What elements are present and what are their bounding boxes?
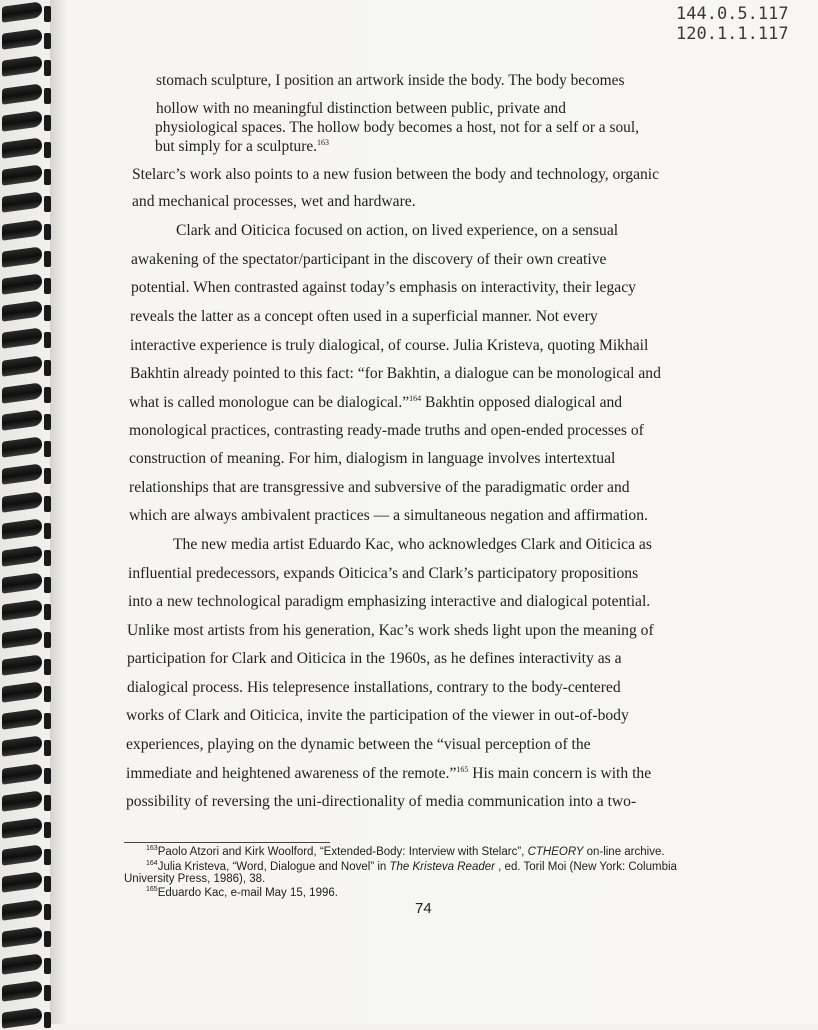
quote-line: physiological spaces. The hollow body becomes a host, not for a self or a soul, xyxy=(155,119,639,136)
binding-coil xyxy=(2,113,50,133)
quote-line xyxy=(155,137,329,156)
binding-coil xyxy=(2,521,50,541)
body-line: potential. When contrasted against today’s emphasis on interactivity, their legacy xyxy=(131,279,636,296)
body-line: participation for Clark and Oiticica in the 1960s, as he defines interactivity as a xyxy=(127,650,622,667)
coil-loop xyxy=(2,28,42,50)
coil-loop xyxy=(2,926,42,948)
coil-hole xyxy=(44,278,51,294)
coil-hole xyxy=(44,849,51,865)
coil-loop xyxy=(2,654,42,676)
body-text: immediate and heightened awareness of the remote.” xyxy=(126,765,457,782)
coil-loop xyxy=(2,627,42,649)
coil-hole xyxy=(44,604,51,620)
coil-hole xyxy=(44,795,51,811)
binding-coil xyxy=(2,194,50,214)
page-number: 74 xyxy=(415,900,432,917)
binding-coil xyxy=(2,222,50,242)
coil-hole xyxy=(44,60,51,76)
coil-hole xyxy=(44,904,51,920)
footnote-text: on-line archive. xyxy=(583,846,665,858)
coil-loop xyxy=(2,382,42,404)
coil-loop xyxy=(2,246,42,268)
binding-coil xyxy=(2,983,50,1003)
body-line: relationships that are transgressive and subversive of the paradigmatic order and xyxy=(129,479,630,496)
binding-coil xyxy=(2,439,50,459)
binding-coil xyxy=(2,31,50,51)
stamp-line-2: 120.1.1.117 xyxy=(676,24,789,44)
footnote-text: , ed. Toril Moi (New York: Columbia xyxy=(494,861,677,873)
coil-hole xyxy=(44,332,51,348)
coil-loop xyxy=(2,572,42,594)
binding-coil xyxy=(2,358,50,378)
quote-line: hollow with no meaningful distinction between public, private and xyxy=(156,100,566,117)
binding-coil xyxy=(2,766,50,786)
coil-hole xyxy=(44,740,51,756)
coil-loop xyxy=(2,844,42,866)
coil-loop xyxy=(2,600,42,622)
footnote-italic: CTHEORY xyxy=(527,846,584,858)
coil-loop xyxy=(2,355,42,377)
coil-hole xyxy=(44,305,51,321)
binding-coil xyxy=(2,929,50,949)
binding-coil xyxy=(2,276,50,296)
binding-coil xyxy=(2,902,50,922)
coil-hole xyxy=(44,360,51,376)
coil-loop xyxy=(2,1008,42,1030)
footnote-ref-163: 163 xyxy=(317,138,329,147)
binding-coil xyxy=(2,847,50,867)
coil-loop xyxy=(2,1,42,23)
coil-hole xyxy=(44,468,51,484)
quote-line: stomach sculpture, I position an artwork inside the body. The body becomes xyxy=(156,72,625,89)
body-line: into a new technological paradigm emphasizing interactive and dialogical potential. xyxy=(128,593,651,610)
binding-coil xyxy=(2,657,50,677)
coil-hole xyxy=(44,1012,51,1028)
coil-loop xyxy=(2,110,42,132)
coil-loop xyxy=(2,899,42,921)
binding-coil xyxy=(2,466,50,486)
coil-hole xyxy=(44,251,51,267)
body-line: possibility of reversing the uni-directionality of media communication into a two- xyxy=(126,793,637,810)
coil-loop xyxy=(2,872,42,894)
footnote-164-line-2: University Press, 1986), 38. xyxy=(124,873,266,885)
coil-loop xyxy=(2,56,42,78)
coil-loop xyxy=(2,790,42,812)
coil-hole xyxy=(44,387,51,403)
coil-loop xyxy=(2,953,42,975)
coil-hole xyxy=(44,876,51,892)
coil-hole xyxy=(44,822,51,838)
coil-loop xyxy=(2,436,42,458)
binding-coil xyxy=(2,412,50,432)
body-line: interactive experience is truly dialogical, of course. Julia Kristeva, quoting Mikhail xyxy=(130,337,649,354)
body-line: which are always ambivalent practices — a simultaneous negation and affirmation. xyxy=(129,507,648,524)
body-line xyxy=(129,393,622,412)
coil-loop xyxy=(2,192,42,214)
body-line: monological practices, contrasting ready-made truths and open-ended processes of xyxy=(129,422,644,439)
coil-hole xyxy=(44,88,51,104)
coil-hole xyxy=(44,414,51,430)
footnote-ref-165: 165 xyxy=(456,765,469,774)
coil-loop xyxy=(2,545,42,567)
coil-loop xyxy=(2,763,42,785)
binding-coil xyxy=(2,140,50,160)
footnote-163 xyxy=(146,846,665,859)
binding-coil xyxy=(2,602,50,622)
coil-loop xyxy=(2,164,42,186)
coil-loop xyxy=(2,491,42,513)
binding-coil xyxy=(2,58,50,78)
binding-coil xyxy=(2,1010,50,1030)
coil-loop xyxy=(2,137,42,159)
binding-coil xyxy=(2,630,50,650)
binding-coil xyxy=(2,330,50,350)
coil-hole xyxy=(44,196,51,212)
footnote-text: Eduardo Kac, e-mail May 15, 1996. xyxy=(157,887,338,899)
binding-coil xyxy=(2,167,50,187)
coil-hole xyxy=(44,33,51,49)
catalog-stamp xyxy=(676,4,796,44)
coil-loop xyxy=(2,464,42,486)
footnote-divider xyxy=(124,842,330,843)
coil-loop xyxy=(2,736,42,758)
coil-loop xyxy=(2,708,42,730)
coil-hole xyxy=(44,632,51,648)
body-line: Unlike most artists from his generation, Kac’s work sheds light upon the meaning of xyxy=(127,622,654,639)
footnote-text: Paolo Atzori and Kirk Woolford, “Extended-Body: Interview with Stelarc”, xyxy=(157,846,528,858)
body-line: construction of meaning. For him, dialogism in language involves intertextual xyxy=(129,450,616,467)
spiral-binding xyxy=(0,0,58,1024)
quote-text: but simply for a sculpture. xyxy=(155,138,317,155)
coil-hole xyxy=(44,958,51,974)
body-line: Bakhtin already pointed to this fact: “for Bakhtin, a dialogue can be monological and xyxy=(130,365,661,382)
binding-coil xyxy=(2,793,50,813)
footnote-marker: 164 xyxy=(146,860,158,867)
coil-hole xyxy=(44,713,51,729)
binding-coil xyxy=(2,575,50,595)
coil-loop xyxy=(2,328,42,350)
binding-coil xyxy=(2,956,50,976)
coil-hole xyxy=(44,768,51,784)
binding-coil xyxy=(2,249,50,269)
body-line: Stelarc’s work also points to a new fusion between the body and technology, organic xyxy=(132,166,660,183)
coil-hole xyxy=(44,142,51,158)
coil-hole xyxy=(44,224,51,240)
footnote-ref-164: 164 xyxy=(409,394,422,403)
coil-hole xyxy=(44,931,51,947)
coil-hole xyxy=(44,659,51,675)
coil-loop xyxy=(2,219,42,241)
binding-coil xyxy=(2,385,50,405)
coil-hole xyxy=(44,441,51,457)
binding-coil xyxy=(2,86,50,106)
coil-loop xyxy=(2,83,42,105)
body-line: and mechanical processes, wet and hardware. xyxy=(132,193,416,210)
body-line: influential predecessors, expands Oiticica’s and Clark’s participatory propositions xyxy=(128,565,639,582)
coil-hole xyxy=(44,985,51,1001)
coil-hole xyxy=(44,169,51,185)
coil-loop xyxy=(2,273,42,295)
body-line: experiences, playing on the dynamic between the “visual perception of the xyxy=(126,736,591,753)
footnote-marker: 163 xyxy=(146,845,158,852)
footnote-165 xyxy=(146,887,338,900)
body-line: works of Clark and Oiticica, invite the participation of the viewer in out-of-body xyxy=(126,707,629,724)
coil-loop xyxy=(2,518,42,540)
coil-hole xyxy=(44,6,51,22)
coil-loop xyxy=(2,300,42,322)
body-line: dialogical process. His telepresence installations, contrary to the body-centered xyxy=(127,679,621,696)
coil-hole xyxy=(44,496,51,512)
footnote-marker: 165 xyxy=(146,886,158,893)
footnote-italic: The Kristeva Reader xyxy=(389,861,495,873)
binding-coil xyxy=(2,820,50,840)
body-text: what is called monologue can be dialogical.” xyxy=(129,394,410,411)
body-line: reveals the latter as a concept often used in a superficial manner. Not every xyxy=(130,308,598,325)
body-line xyxy=(126,764,651,783)
body-text: His main concern is with the xyxy=(468,765,652,782)
binding-coil xyxy=(2,711,50,731)
coil-hole xyxy=(44,523,51,539)
coil-hole xyxy=(44,115,51,131)
binding-coil xyxy=(2,684,50,704)
coil-hole xyxy=(44,550,51,566)
coil-loop xyxy=(2,817,42,839)
binding-coil xyxy=(2,738,50,758)
coil-hole xyxy=(44,686,51,702)
body-line: The new media artist Eduardo Kac, who acknowledges Clark and Oiticica as xyxy=(173,536,652,553)
body-text: Bakhtin opposed dialogical and xyxy=(421,394,623,411)
binding-coil xyxy=(2,548,50,568)
binding-coil xyxy=(2,494,50,514)
coil-hole xyxy=(44,577,51,593)
binding-coil xyxy=(2,303,50,323)
coil-loop xyxy=(2,409,42,431)
stamp-line-1: 144.0.5.117 xyxy=(676,4,789,24)
coil-loop xyxy=(2,681,42,703)
body-line: awakening of the spectator/participant in the discovery of their own creative xyxy=(131,251,607,268)
body-line: Clark and Oiticica focused on action, on lived experience, on a sensual xyxy=(176,222,619,239)
coil-loop xyxy=(2,980,42,1002)
footnote-text: Julia Kristeva, “Word, Dialogue and Novel” in xyxy=(157,861,390,873)
binding-coil xyxy=(2,874,50,894)
binding-coil xyxy=(2,4,50,24)
